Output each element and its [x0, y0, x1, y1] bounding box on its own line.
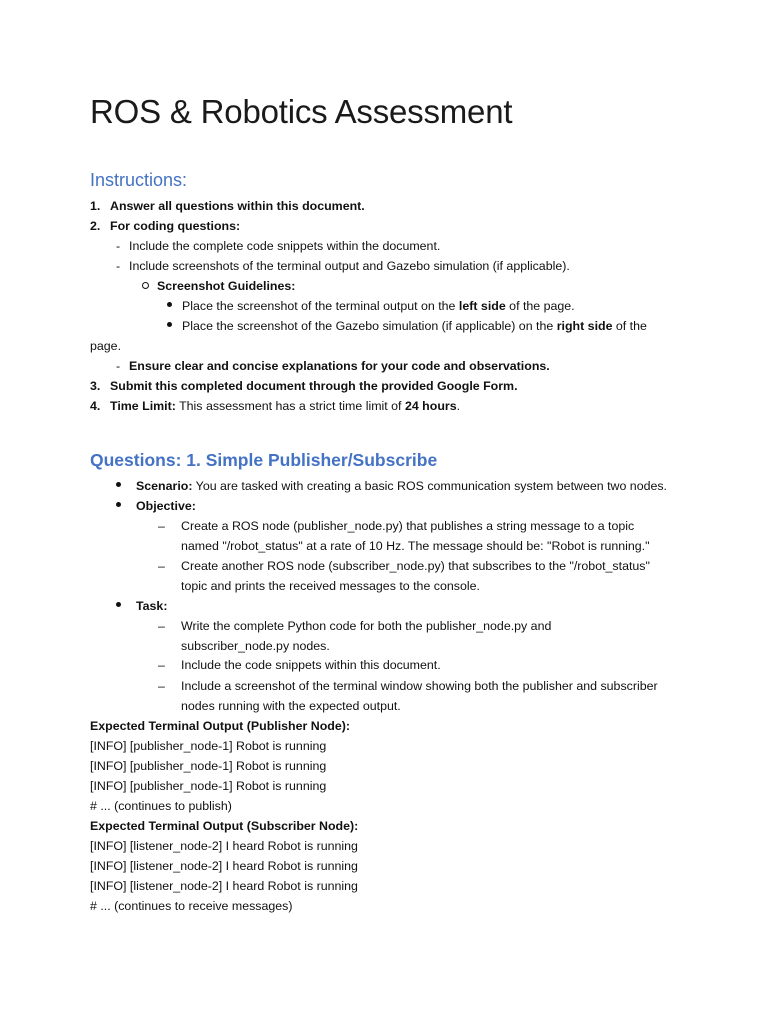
item-number-1: 1. [90, 199, 101, 213]
dot-bullet-icon [116, 502, 121, 507]
objective-2-line-1: Create another ROS node (subscriber_node.py) that subscribes to the "/robot_status" [181, 559, 650, 573]
subscriber-output-line: [INFO] [listener_node-2] I heard Robot is running [90, 859, 358, 873]
en-dash-bullet: – [158, 519, 165, 533]
guideline-2: Place the screenshot of the Gazebo simulation (if applicable) on the right side of the [182, 319, 647, 333]
objective-2-line-2: topic and prints the received messages to the console. [181, 579, 480, 593]
subscriber-output-line: # ... (continues to receive messages) [90, 899, 293, 913]
publisher-output-line: [INFO] [publisher_node-1] Robot is running [90, 739, 327, 753]
instruction-4: Time Limit: This assessment has a strict time limit of 24 hours. [110, 399, 461, 413]
publisher-output-line: [INFO] [publisher_node-1] Robot is running [90, 759, 327, 773]
task-3-line-1: Include a screenshot of the terminal window showing both the publisher and subscriber [181, 679, 658, 693]
en-dash-bullet: – [158, 658, 165, 672]
scenario-text: Scenario: You are tasked with creating a basic ROS communication system between two nodes. [136, 479, 668, 493]
questions-heading: Questions: 1. Simple Publisher/Subscribe [90, 450, 438, 470]
dash-bullet: - [116, 359, 121, 373]
subscriber-output-heading: Expected Terminal Output (Subscriber Node): [90, 819, 359, 833]
item-number-3: 3. [90, 379, 101, 393]
sub-instruction-2: Include screenshots of the terminal output and Gazebo simulation (if applicable). [129, 259, 570, 273]
screenshot-guidelines-label: Screenshot Guidelines: [157, 279, 296, 293]
dot-bullet-icon [116, 482, 121, 487]
guideline-2-wrap: page. [90, 339, 122, 353]
instruction-2: For coding questions: [110, 219, 241, 233]
sub-instruction-3: Ensure clear and concise explanations for your code and observations. [129, 359, 550, 373]
task-3-line-2: nodes running with the expected output. [181, 699, 401, 713]
dash-bullet: - [116, 259, 121, 273]
en-dash-bullet: – [158, 679, 165, 693]
guideline-1: Place the screenshot of the terminal output on the left side of the page. [182, 299, 575, 313]
subscriber-output-line: [INFO] [listener_node-2] I heard Robot is running [90, 839, 358, 853]
task-1-line-2: subscriber_node.py nodes. [181, 639, 330, 653]
dash-bullet: - [116, 239, 121, 253]
circle-bullet-icon [142, 282, 149, 289]
objective-1-line-2: named "/robot_status" at a rate of 10 Hz. The message should be: "Robot is running." [181, 539, 650, 553]
dot-bullet-icon [116, 602, 121, 607]
en-dash-bullet: – [158, 559, 165, 573]
task-2: Include the code snippets within this document. [181, 658, 441, 672]
subscriber-output-line: [INFO] [listener_node-2] I heard Robot is running [90, 879, 358, 893]
dot-bullet-icon [167, 302, 172, 307]
item-number-4: 4. [90, 399, 101, 413]
task-1-line-1: Write the complete Python code for both the publisher_node.py and [181, 619, 552, 633]
dot-bullet-icon [167, 322, 172, 327]
en-dash-bullet: – [158, 619, 165, 633]
publisher-output-line: [INFO] [publisher_node-1] Robot is running [90, 779, 327, 793]
publisher-output-line: # ... (continues to publish) [90, 799, 232, 813]
instruction-3: Submit this completed document through the provided Google Form. [110, 379, 518, 393]
objective-label: Objective: [136, 499, 196, 513]
instructions-heading: Instructions: [90, 170, 188, 190]
document-title: ROS & Robotics Assessment [90, 93, 513, 130]
sub-instruction-1: Include the complete code snippets within the document. [129, 239, 441, 253]
publisher-output-heading: Expected Terminal Output (Publisher Node): [90, 719, 350, 733]
task-label: Task: [136, 599, 168, 613]
instruction-1: Answer all questions within this document. [110, 199, 365, 213]
item-number-2: 2. [90, 219, 101, 233]
objective-1-line-1: Create a ROS node (publisher_node.py) that publishes a string message to a topic [181, 519, 635, 533]
